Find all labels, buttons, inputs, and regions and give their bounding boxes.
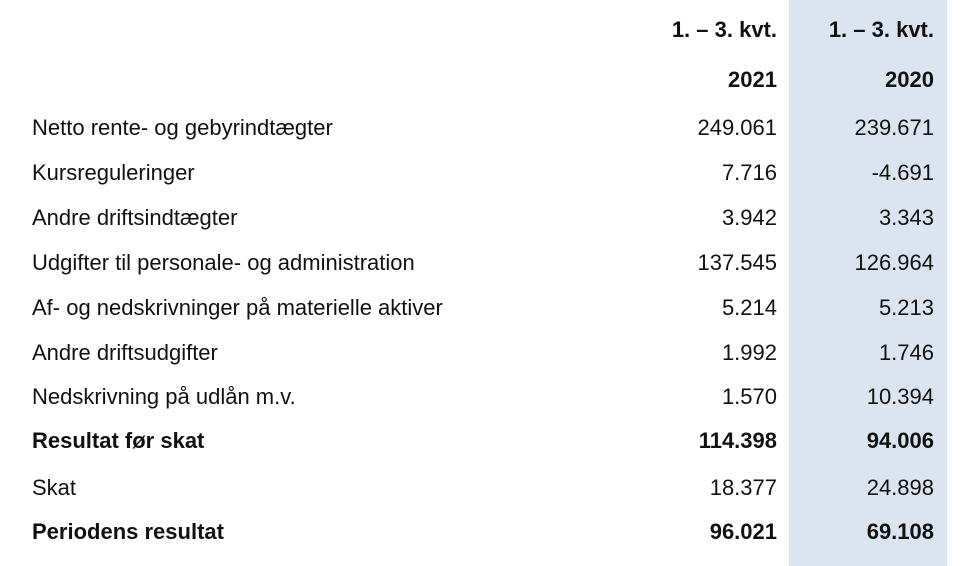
- row-label: Andre driftsudgifter: [32, 340, 218, 365]
- table-row-total: [0, 510, 960, 554]
- row-value-2020: 5.213: [878, 295, 934, 320]
- table-row: [0, 151, 960, 195]
- table-row: [0, 286, 960, 330]
- row-value-2021: 18.377: [709, 475, 777, 500]
- row-value-2020: 3.343: [878, 205, 934, 230]
- row-label: Resultat før skat: [32, 428, 205, 453]
- table-row-subtotal: [0, 419, 960, 463]
- row-label: Periodens resultat: [32, 519, 224, 544]
- row-value-2020: 239.671: [854, 115, 934, 140]
- row-value-2021: 249.061: [697, 115, 777, 140]
- row-value-2020: 126.964: [854, 250, 934, 275]
- header-year-row: [0, 58, 960, 102]
- row-value-2021: 96.021: [709, 519, 777, 544]
- header-period-2021: 1. – 3. kvt.: [671, 17, 777, 42]
- row-value-2020: 94.006: [866, 428, 934, 453]
- table-row: [0, 196, 960, 240]
- table-row: [0, 241, 960, 285]
- row-value-2020: -4.691: [871, 160, 934, 185]
- row-value-2020: 1.746: [878, 340, 934, 365]
- table-row: [0, 466, 960, 510]
- header-period-row: [0, 8, 960, 52]
- row-label: Andre driftsindtægter: [32, 205, 238, 230]
- row-label: Af- og nedskrivninger på materielle aktiver: [32, 295, 443, 320]
- header-period-2020: 1. – 3. kvt.: [828, 17, 934, 42]
- row-label: Netto rente- og gebyrindtægter: [32, 115, 333, 140]
- row-value-2021: 3.942: [721, 205, 777, 230]
- row-value-2021: 5.214: [721, 295, 777, 320]
- table-row: [0, 375, 960, 419]
- row-value-2020: 24.898: [866, 475, 934, 500]
- row-value-2021: 1.992: [721, 340, 777, 365]
- row-value-2020: 69.108: [866, 519, 934, 544]
- header-year-2021: 2021: [728, 67, 777, 92]
- row-value-2021: 7.716: [721, 160, 777, 185]
- row-value-2021: 114.398: [698, 428, 777, 453]
- row-label: Skat: [32, 475, 77, 500]
- table-row: [0, 331, 960, 375]
- table-row: [0, 106, 960, 150]
- row-value-2021: 137.545: [697, 250, 777, 275]
- row-value-2021: 1.570: [721, 384, 777, 409]
- row-label: Nedskrivning på udlån m.v.: [32, 384, 296, 409]
- row-label: Kursreguleringer: [32, 160, 195, 185]
- row-label: Udgifter til personale- og administration: [32, 250, 415, 275]
- row-value-2020: 10.394: [866, 384, 934, 409]
- header-year-2020: 2020: [885, 67, 934, 92]
